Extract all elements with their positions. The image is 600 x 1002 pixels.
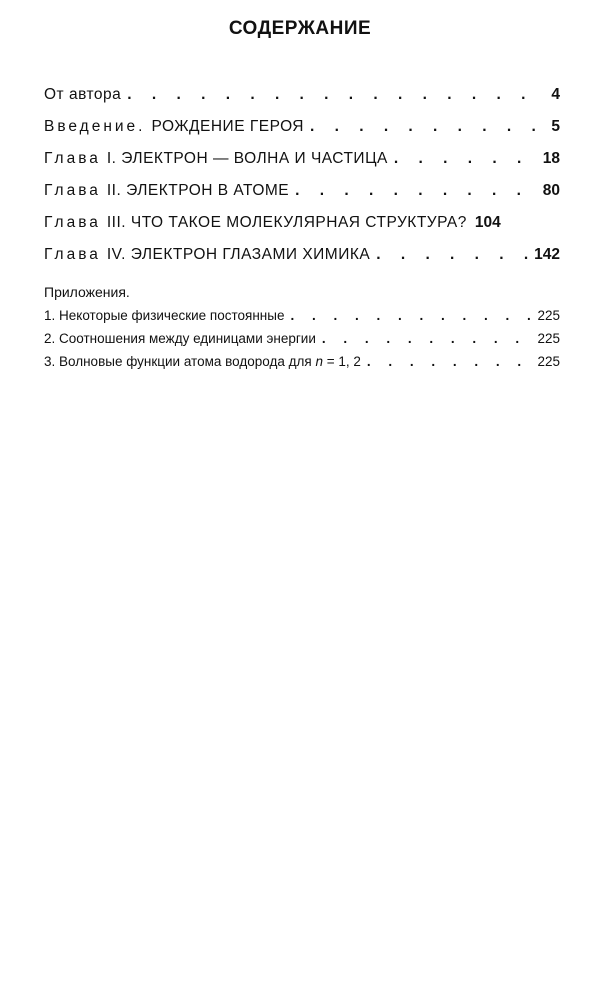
variable-n: n bbox=[315, 354, 323, 369]
toc-entry-title: III. ЧТО ТАКОЕ МОЛЕКУЛЯРНАЯ СТРУКТУРА? bbox=[106, 214, 467, 231]
toc-entry-prefix: Глава bbox=[44, 150, 101, 167]
toc-appendix-item-2 bbox=[44, 331, 560, 354]
toc-entry-title bbox=[44, 354, 361, 369]
toc-entry-title: II. ЭЛЕКТРОН В АТОМЕ bbox=[106, 182, 290, 199]
toc-entry-page: 5 bbox=[551, 118, 560, 135]
toc-entry-page: 225 bbox=[537, 331, 560, 346]
dot-leader bbox=[376, 246, 528, 264]
toc-entry-prefix: Глава bbox=[44, 214, 101, 231]
toc-entry-chapter-4 bbox=[44, 246, 560, 278]
dot-leader bbox=[394, 150, 537, 168]
toc-entry-introduction bbox=[44, 118, 560, 150]
dot-leader bbox=[127, 86, 545, 104]
toc-entry-chapter-3 bbox=[44, 214, 560, 246]
toc-entry-title: РОЖДЕНИЕ ГЕРОЯ bbox=[151, 118, 304, 135]
appendix-heading: Приложения. bbox=[44, 284, 130, 300]
toc-entry-title-text: 3. Волновые функции атома водорода для bbox=[44, 354, 312, 369]
toc-entry-page: 80 bbox=[542, 182, 560, 199]
toc-entry-title: От автора bbox=[44, 86, 122, 103]
toc-entry-title-text-end: = 1, 2 bbox=[326, 354, 361, 369]
page-title: СОДЕРЖАНИЕ bbox=[228, 18, 372, 39]
toc-entry-from-author bbox=[44, 86, 560, 118]
toc-entry-page: 225 bbox=[537, 354, 560, 369]
dot-leader bbox=[310, 118, 545, 136]
toc-appendix-item-1 bbox=[44, 308, 560, 331]
toc-entry-chapter-1 bbox=[44, 150, 560, 182]
toc-entry-page: 4 bbox=[551, 86, 560, 103]
toc-entry-prefix: Глава bbox=[44, 246, 101, 263]
toc-entry-prefix: Введение. bbox=[44, 118, 146, 135]
toc-entry-title: IV. ЭЛЕКТРОН ГЛАЗАМИ ХИМИКА bbox=[106, 246, 371, 263]
toc-entry-page: 142 bbox=[534, 246, 560, 263]
dot-leader bbox=[322, 331, 532, 346]
toc-entry-page: 225 bbox=[537, 308, 560, 323]
toc-entry-page: 18 bbox=[542, 150, 560, 167]
toc-entry-title: 2. Соотношения между единицами энергии bbox=[44, 331, 316, 346]
toc-appendix-item-3 bbox=[44, 354, 560, 377]
dot-leader bbox=[295, 182, 537, 200]
toc-entry-title: 1. Некоторые физические постоянные bbox=[44, 308, 285, 323]
toc-entry-title: I. ЭЛЕКТРОН — ВОЛНА И ЧАСТИЦА bbox=[106, 150, 388, 167]
toc-entry-prefix: Глава bbox=[44, 182, 101, 199]
dot-leader bbox=[290, 308, 531, 323]
toc-entry-page: 104 bbox=[474, 214, 501, 231]
toc-entry-chapter-2 bbox=[44, 182, 560, 214]
table-of-contents bbox=[44, 86, 560, 377]
dot-leader bbox=[367, 354, 532, 369]
